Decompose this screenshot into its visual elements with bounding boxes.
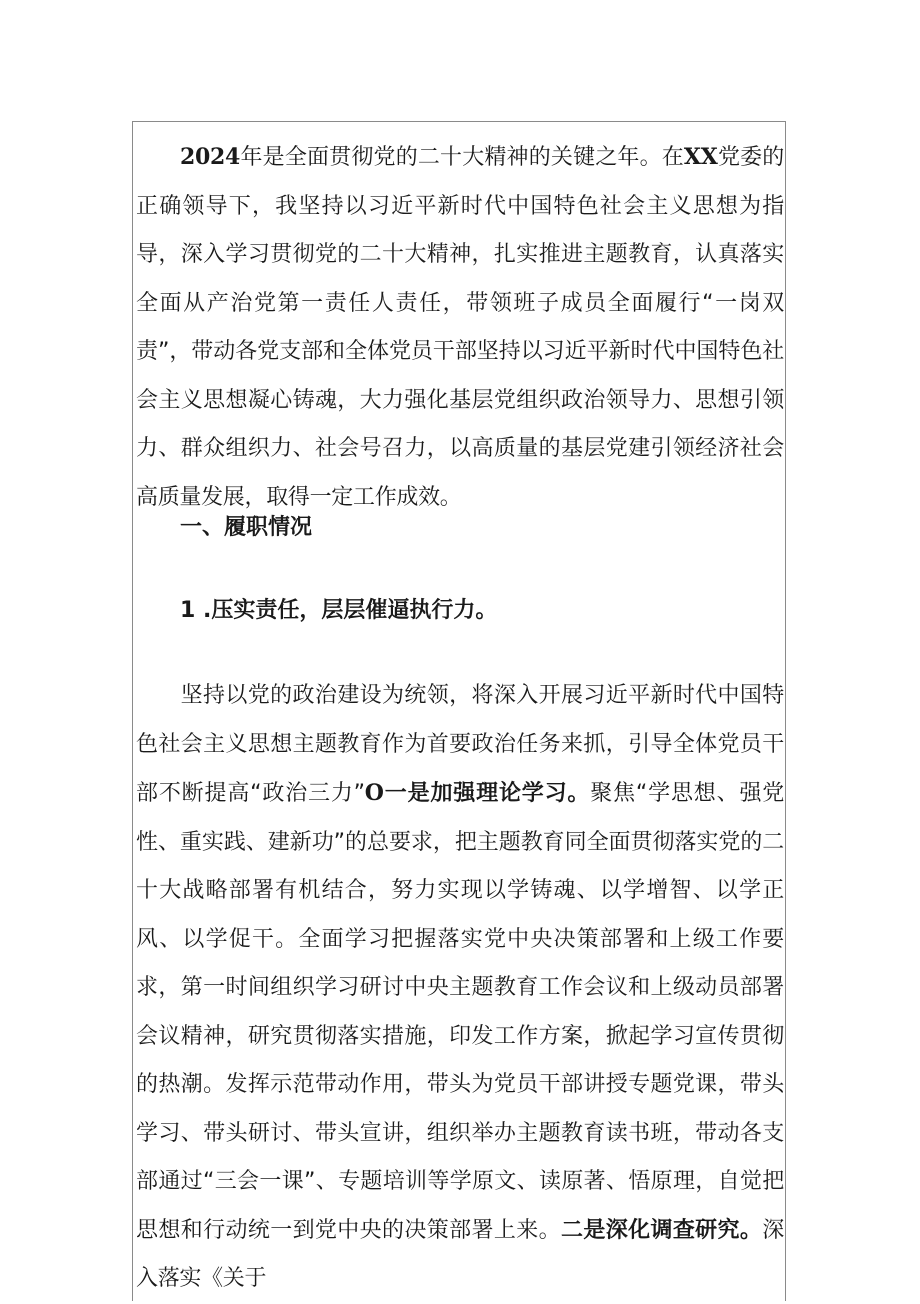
- body-marker: O: [364, 780, 384, 806]
- intro-text-a: 年是全面贯彻党的二十大精神的关键之年。在: [240, 145, 684, 170]
- body-paragraph: [136, 672, 784, 1304]
- body-text-c: 深入落实《关于: [136, 1217, 784, 1291]
- intro-year: 2024: [180, 144, 241, 170]
- body-text-a: 坚持以党的政治建设为统领，将深入开展习近平新时代中国特色社会主义思想主题教育作为首要政治任务来抓，引导全体党员干部不断提高“政治三力”: [136, 683, 784, 806]
- body-bold-b: 二是深化调查研究。: [560, 1217, 763, 1243]
- intro-org: XX: [683, 144, 718, 170]
- intro-text-b: 党委的正确领导下，我坚持以习近平新时代中国特色社会主义思想为指导，深入学习贯彻党的二十大精神，扎实推进主题教育，认真落实全面从产治党第一责任人责任，带领班子成员全面履行“一岗双责”，带动各党支部和全体党员干部坚持以习近平新时代中国特色社会主义思想凝心铸魂，大力强化基层党组织政治领导力、思想引领力、群众组织力、社会号召力，以高质量的基层党建引领经济社会高质量发展，取得一定工作成效。: [136, 145, 784, 510]
- section-heading: 一、履职情况: [180, 515, 313, 540]
- subsection-heading: 1 .压实责任，层层催逼执行力。: [180, 598, 498, 623]
- body-bold-a: 一是加强理论学习。: [383, 781, 591, 806]
- body-text-b: 聚焦“学思想、强党性、重实践、建新功”的总要求，把主题教育同全面贯彻落实党的二十大战略部署有机结合，努力实现以学铸魂、以学增智、以学正风、以学促干。全面学习把握落实党中央决策部署和上级工作要求，第一时间组织学习研讨中央主题教育工作会议和上级动员部署会议精神，研究贯彻落实措施，印发工作方案，掀起学习宣传贯彻的热潮。发挥示范带动作用，带头为党员干部讲授专题党课，带头学习、带头研讨、带头宣讲，组织举办主题教育读书班，带动各支部通过“三会一课”、专题培训等学原文、读原著、悟原理，自觉把思想和行动统一到党中央的决策部署上来。: [136, 781, 784, 1243]
- intro-paragraph: [136, 133, 784, 522]
